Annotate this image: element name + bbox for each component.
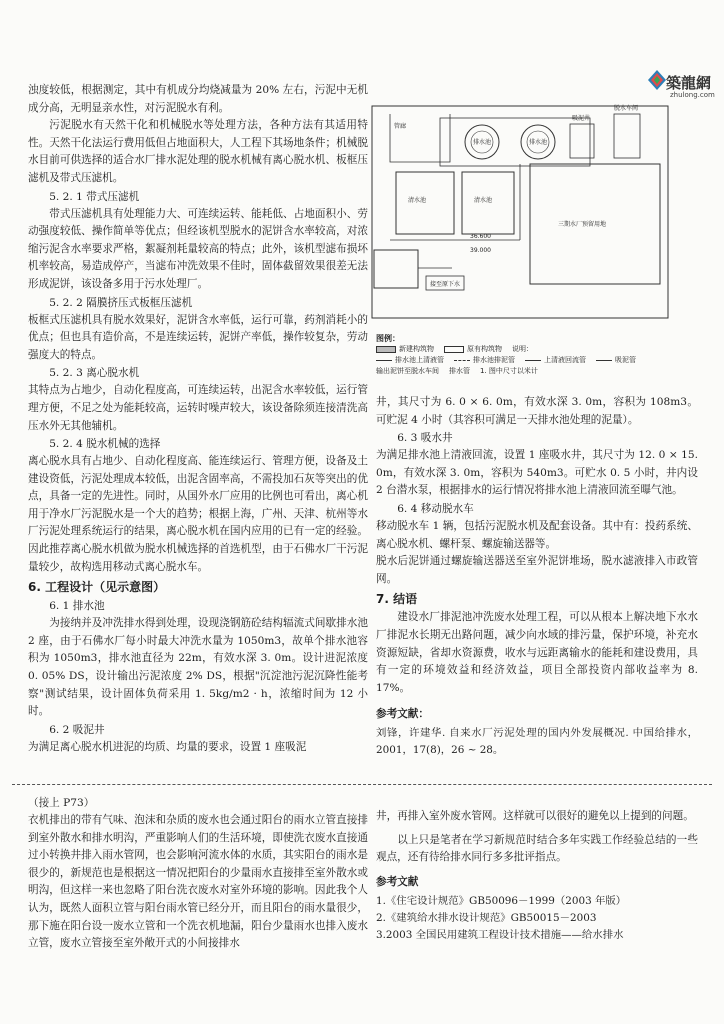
heading-6-2: 6. 2 吸泥井 [49,723,105,736]
heading-5-2-3: 5. 2. 3 离心脱水机 [49,367,140,380]
pond2-label: 排水池 [529,139,548,146]
heading-6-1: 6. 1 排水池 [49,600,105,613]
bottom-left-column [28,794,368,953]
intro-paragraph-1: 浊度较低，根据测定，其中有机成分均烧减量为 20% 左右，污泥中无机成分高，无明显亲水性，对污泥脱水有利。 [28,84,368,114]
site-logo [648,70,720,98]
legend-item-old: 原有构筑物 [444,344,502,355]
heading-5-2-2: 5. 2. 2 隔膜挤压式板框压滤机 [49,296,193,309]
gallery-label: 管廊 [394,123,407,130]
sludge-well-label: 吸泥井 [572,115,591,122]
legend-item-sludge: 排水池排泥管 [454,355,515,366]
paragraph-6-4b: 脱水后泥饼通过螺旋输送器送至室外泥饼堆场，脱水滤液排入市政管网。 [376,555,698,585]
elev1-label: 36.600 [470,233,491,240]
bottom-references-title: 参考文献 [376,875,419,888]
legend-item-supernatant: 排水池上清液管 [376,355,444,366]
legend-extra-1: 输出泥饼至脱水车间 [376,367,439,375]
paragraph-6-3: 为满足排水池上清液回流，设置 1 座吸水井，其尺寸为 12. 0 × 15. 0m，有效水深 3. 0m，容积为 540m3。可贮水 0. 5 小时，井内设 2 台潜水泵，根据排水的运行情况将排水池上清液回流至曝气池。 [376,449,698,497]
legend-title: 图例： [376,334,400,343]
reference-1: 刘锋，许建华. 自来水厂污泥处理的国内外发展概况. 中国给排水，2001，17(8)，26 ~ 28。 [376,727,698,757]
bottom-right-column [376,808,698,944]
paragraph-5-2-3: 其特点为占地少，自动化程度高，可连续运转，出泥含水率较低，运行管理方便，不足之处为能耗较高，运转时噪声较大，该设备除须连接清洗高压水外无其他辅机。 [28,384,368,432]
section-divider [12,784,712,785]
section-7-title: 7. 结语 [376,592,418,607]
pump-building [374,250,418,288]
outlet-label: 接至原下水 [430,281,461,288]
legend-note-1: 1. 图中尺寸以米计 [480,367,538,375]
intro-paragraph-2: 污泥脱水有天然干化和机械脱水等处理方法，各种方法有其适用特性。天然干化法运行费用低但占地面积大，人工程下其场地条件；机械脱水目前可供选择的适合水厂排水泥处理的脱水机械有离心脱水机、板框压滤机及带式压滤机。 [28,119,368,184]
heading-5-2-4: 5. 2. 4 脱水机械的选择 [49,438,161,451]
site-plan-figure [370,100,670,322]
tank2-label: 清水池 [474,197,493,204]
paragraph-6-2: 为满足离心脱水机进泥的均质、均量的要求，设置 1 座吸泥 [28,740,307,753]
elev2-label: 39.000 [470,247,491,254]
references-title: 参考文献： [376,708,429,721]
legend-item-suction: 吸泥管 [596,355,636,366]
bottom-paragraph-1: 衣机排出的带有气味、泡沫和杂质的废水也会通过阳台的雨水立管直接排到室外散水和排水明沟，严重影响人们的生活环境，即使洗衣废水直接通过小转换井排入雨水管网，也会影响河流水体的水质，其实阳台的雨水是很少的，新规范也是根据这一情况把阳台的少量雨水直接排至室外散水或明沟，但这样一来也忽略了阳台洗衣废水对室外环境的影响。因此我个人认为，既然人面积立管与阳台雨水管已经分开，而且阳台的雨水量很少，那下施在阳台设一废水立管和一个洗衣机地漏，阳台少量雨水也排入废水立管，废水立管接至室外敞开式的小间接排水 [28,814,368,950]
gallery-outline [390,114,450,162]
paragraph-7: 建设水厂排泥池冲洗废水处理工程，可以从根本上解决地下水水厂排泥水长期无出路问题，减少向水域的排污量，保护环境，补充水资源短缺，省却水资源费，收水与远距离输水的能耗和建设费用，具有一定的环境效益和经济效益，项目全部投资内部收益率为 8. 17%。 [376,611,698,694]
tank1-label: 清水池 [408,197,427,204]
logo-url: zhulong.com [670,91,715,99]
paragraph-6-4a: 移动脱水车 1 辆，包括污泥脱水机及配套设备。其中有：投药系统、离心脱水机、螺杆泵、螺旋输送器等。 [376,519,698,550]
bottom-paragraph-2: 井，再排入室外废水管网。这样就可以很好的避免以上提到的问题。 [376,810,694,822]
bottom-reference-1: 1.《住宅设计规范》GB50096－1999（2003 年版） [376,894,627,907]
plant-label: 三期水厂预留用地 [558,221,607,228]
bottom-reference-2: 2.《建筑给水排水设计规范》GB50015－2003 [376,911,597,924]
pond-area [440,118,590,166]
heading-6-4: 6. 4 移动脱水车 [397,502,474,515]
dewater-building [614,114,640,158]
legend-item-new: 新建构筑物 [376,344,434,355]
logo-name: 築龍網 [666,74,712,92]
section-6-title: 6. 工程设计（见示意图） [28,580,166,595]
logo-diamond-icon [648,70,666,94]
paragraph-5-2-4: 离心脱水具有占地少、自动化程度高、能连续运行、管理方便，设备及土建设资低，污泥处理成本较低，出泥含固率高，不需投加石灰等突出的优点，具备一定的先进性。同时，从国外水厂应用的比例也可看出，离心机用于净水厂污泥脱水是一个大的趋势；根据上海，广州、天津、杭州等水厂污泥处理系统运行的结果，离心脱水机在国内应用的已有一定的经验。因此推荐离心脱水机做为脱水机械选择的首选机型，由于石佛水厂干污泥量较少，故构选用移动式离心脱水车。 [28,455,368,573]
paragraph-6-2-cont: 井，其尺寸为 6. 0 × 6. 0m，有效水深 3. 0m，容积为 108m3。可贮泥 4 小时（其容积可满足一天排水池处理的泥量）。 [376,396,698,426]
bottom-paragraph-3: 以上只是笔者在学习新规范时结合多年实践工作经验总结的一些观点，还有待给排水同行多多批评指点。 [376,833,698,864]
continued-note: （接上 P73） [28,797,95,809]
left-column [28,82,368,756]
figure-legend [376,333,696,377]
right-column [376,394,698,759]
paragraph-5-2-1: 带式压滤机具有处理能力大、可连续运转、能耗低、占地面积小、劳动强度较低、操作简单等优点；但经该机型脱水的泥饼含水率较高，对浓缩污泥含水率要求严格，絮凝剂耗量较高的特点；此外，该机型滤布损坏机率较高，易造成停产，当滤布冲洗效果不佳时，固体截留效果很差无法形成泥饼，该设备多用于污水处理厂。 [28,207,368,290]
legend-item-return: 上清液回流管 [525,355,586,366]
legend-extra-2: 排水管 [449,367,470,375]
heading-6-3: 6. 3 吸水井 [397,432,453,445]
paragraph-6-1: 为接纳并及冲洗排水得到处理，设现浇钢筋砼结构辐流式间歇排水池 2 座，由于石佛水厂每小时最大冲洗水量为 1050m3，故单个排水池容积为 1050m3，排水池直径为 22m，有效水深 3. 0m。设计进泥浓度 0. 05% DS，设计输出污泥浓度 2% DS，根据"沉淀池污泥沉降性能考察"测试结果，设计固体负荷采用 1. 5kg/m2 · h，浓缩时间为 12 小时。 [28,617,368,718]
pond1-label: 排水池 [473,139,492,146]
bottom-reference-3: 3.2003 全国民用建筑工程设计技术措施——给水排水 [376,928,624,941]
legend-notes-title: 说明： [512,345,533,353]
heading-5-2-1: 5. 2. 1 带式压滤机 [49,190,140,203]
dewater-label: 脱水车间 [614,105,639,112]
paragraph-5-2-2: 板框式压滤机具有脱水效果好，泥饼含水率低，运行可靠，药剂消耗小的优点；但也具有造价高，不是连续运转，泥饼产率低，操作较复杂，劳动强度大的特点。 [28,313,368,361]
sludge-well [570,124,594,158]
